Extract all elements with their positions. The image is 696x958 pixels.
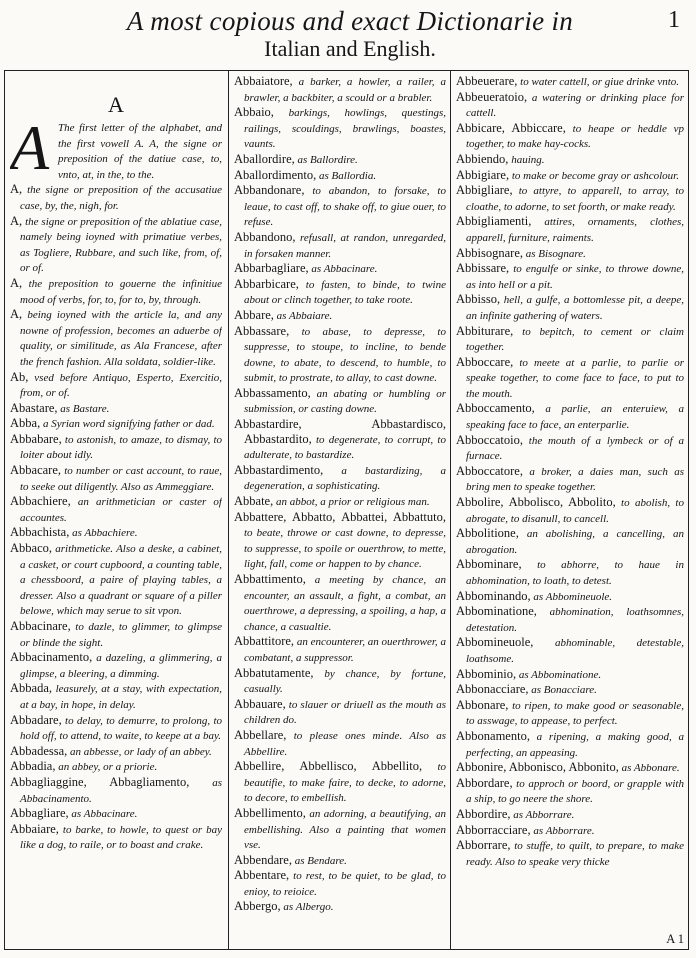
dictionary-entry: [234, 806, 446, 853]
entry-definition: to beautifie, to make faire, to decke, to adorne, to decore, to embellish.: [244, 761, 446, 805]
entry-definition: as Bisognare.: [523, 247, 586, 260]
entry-headword: Abbadia,: [10, 759, 56, 774]
entry-definition: a Syrian word signifying father or dad.: [40, 418, 215, 431]
entry-definition: to approch or boord, or grapple with a ship, to go neere the shore.: [466, 777, 684, 806]
entry-headword: Abboccamento,: [456, 401, 535, 416]
entry-definition: as Abbaiare.: [273, 309, 333, 322]
entry-headword: A,: [10, 307, 23, 322]
entry-definition: a watering or drinking place for cattell.: [466, 91, 684, 120]
entry-headword: Abbigliare,: [456, 183, 513, 198]
dictionary-entry: [10, 759, 222, 775]
dictionary-entry: [234, 697, 446, 728]
dictionary-entry: [234, 168, 446, 184]
entry-headword: Abbatutamente,: [234, 665, 314, 680]
entry-headword: Abbonamento,: [456, 728, 530, 743]
entry-headword: Abbassamento,: [234, 385, 311, 400]
dictionary-entry: [456, 433, 684, 464]
entry-definition: to stuffe, to quilt, to prepare, to make ready. Also to speake very thicke: [466, 840, 684, 868]
entry-definition: as Bastare.: [57, 402, 110, 415]
dictionary-entry: [456, 557, 684, 588]
dictionary-entry: [10, 432, 222, 463]
entry-headword: Aballordimento,: [234, 167, 317, 182]
dictionary-entry: [10, 525, 222, 541]
entry-headword: Abbominatione,: [456, 604, 537, 619]
entry-headword: Abbolire, Abbolisco, Abbolito,: [456, 495, 616, 510]
entry-definition: to delay, to demurre, to prolong, to hold off, to attend, to waite, to keepe at a bay.: [20, 714, 222, 743]
dictionary-entry: [234, 463, 446, 494]
entry-definition: being ioyned with the article la, and any nowne of profession, becomes an aduerbe of quality, or similitude, as Ala Francese, after the french fashion. Alla soldata, soldier-like.: [20, 309, 222, 368]
entry-headword: Abbominare,: [456, 557, 522, 572]
entry-definition: to astonish, to amaze, to dismay, to loiter about idly.: [20, 433, 222, 462]
dictionary-entry: [234, 74, 446, 105]
entry-definition: to meete at a parlie, to parlie or speake together, to come face to face, to put to the mouth.: [466, 356, 684, 400]
dictionary-entry: [456, 776, 684, 807]
dictionary-entry: [10, 276, 222, 307]
entry-headword: Abbandono,: [234, 229, 296, 244]
dictionary-entry: [456, 635, 684, 666]
entry-headword: Abbisso,: [456, 292, 501, 307]
entry-headword: Abbacinare,: [10, 619, 71, 633]
dictionary-entry: [234, 853, 446, 869]
entry-headword: Abbolitione,: [456, 526, 519, 541]
entry-definition: to please ones minde. Also as Abbellire.: [244, 729, 446, 758]
entry-headword: Abastare,: [10, 400, 58, 415]
entry-headword: Abbabare,: [10, 431, 62, 446]
dictionary-entry: [234, 634, 446, 665]
entry-headword: Abbellire, Abbellisco, Abbellito,: [234, 759, 423, 774]
entry-definition: a parlie, an enteruiew, a speaking face to face, an enterparlie.: [466, 403, 684, 432]
entry-headword: Abbeueratoio,: [456, 89, 528, 104]
entry-definition: to heape or heddle vp together, to make hay-cocks.: [466, 122, 684, 151]
dictionary-entry: [10, 650, 222, 681]
entry-list: [10, 182, 222, 853]
entry-definition: an abating or humbling or submission, or casting downe.: [244, 387, 446, 416]
entry-headword: Abbacinamento,: [10, 650, 93, 665]
entry-headword: Abbastardire, Abbastardisco, Abbastardito,: [234, 417, 446, 446]
dictionary-entry: [234, 261, 446, 277]
dictionary-entry: [456, 464, 684, 495]
dictionary-entry: [456, 698, 684, 729]
entry-headword: Abbattimento,: [234, 572, 306, 586]
entry-definition: to abhorre, to haue in abhomination, to loath, to detest.: [466, 559, 684, 587]
entry-headword: Abbeuerare,: [456, 74, 518, 88]
entry-headword: Abbendare,: [234, 852, 292, 867]
first-entry: [10, 112, 222, 183]
dictionary-entry: [10, 822, 222, 853]
dictionary-entry: [234, 183, 446, 230]
entry-definition: by chance, by fortune, casually.: [244, 667, 446, 696]
dictionary-entry: [234, 308, 446, 324]
entry-definition: as Ballordia.: [316, 169, 377, 182]
entry-definition: as Abbominatione.: [516, 668, 602, 681]
first-entry-text: The first letter of the alphabet, and the first vowell A. A, the signe or preposition of the datiue case, to, vnto, at, in the, to the.: [58, 122, 222, 181]
entry-definition: a dazeling, a glimmering, a glimpse, a bleering, a dimming.: [20, 652, 222, 680]
entry-definition: as Abborrare.: [510, 808, 575, 821]
entry-definition: as Abbacinamento.: [20, 776, 222, 805]
dictionary-entry: [456, 604, 684, 635]
entry-headword: Abbattere, Abbatto, Abbattei, Abbattuto,: [234, 509, 446, 524]
entry-definition: to engulfe or sinke, to throwe downe, as into hell or a pit.: [466, 263, 684, 291]
entry-headword: Abbordire,: [456, 806, 511, 821]
entry-definition: an abbesse, or lady of an abbey.: [67, 745, 212, 758]
entry-headword: Abbadare,: [10, 712, 62, 727]
entry-definition: as Abbomineuole.: [530, 590, 613, 603]
entry-definition: a ripening, a making good, a perfecting, an appeasing.: [466, 730, 684, 759]
dictionary-entry: [456, 667, 684, 683]
dictionary-entry: [456, 401, 684, 432]
signature-mark: A 1: [666, 932, 684, 946]
dictionary-entry: [456, 214, 684, 245]
entry-headword: Abbaco,: [10, 541, 52, 556]
dictionary-entry: [456, 246, 684, 262]
dictionary-entry: [456, 682, 684, 698]
dictionary-entry: [234, 868, 446, 899]
dictionary-entry: [456, 74, 684, 90]
entry-headword: A,: [10, 213, 23, 228]
entry-definition: an abbey, or a priorie.: [55, 761, 158, 774]
entry-definition: an adorning, a beautifying, an embellishing. Also a painting that women vse.: [244, 807, 446, 852]
entry-definition: as Abbonare.: [618, 762, 680, 775]
footer: [456, 932, 684, 948]
dictionary-entry: [234, 494, 446, 510]
column-rule-2: [450, 70, 451, 950]
entry-definition: hauing.: [508, 153, 545, 166]
entry-headword: Abbate,: [234, 494, 274, 509]
entry-definition: the signe or preposition of the accusatiue case, by, the, nigh, for.: [20, 184, 222, 212]
entry-headword: Abbonire, Abbonisco, Abbonito,: [456, 760, 619, 775]
dictionary-entry: [10, 401, 222, 417]
dictionary-entry: [10, 463, 222, 494]
dictionary-entry: [234, 572, 446, 634]
entry-headword: Abborracciare,: [456, 822, 531, 837]
entry-definition: leasurely, at a stay, with expectation, at a bay, in hope, in delay.: [20, 683, 222, 711]
entry-definition: to ripen, to make good or seasonable, to asswage, to appease, to perfect.: [466, 699, 684, 728]
entry-definition: as Bendare.: [291, 854, 347, 867]
entry-definition: as Abborrare.: [530, 824, 595, 837]
dictionary-entry: [456, 152, 684, 168]
dictionary-entry: [234, 759, 446, 806]
entry-headword: A,: [10, 275, 23, 290]
dictionary-entry: [10, 416, 222, 432]
entry-headword: Abbachista,: [10, 525, 70, 540]
entry-headword: Abba,: [10, 416, 41, 431]
entry-definition: to bepitch, to cement or claim together.: [466, 325, 684, 354]
entry-definition: vsed before Antiquo, Esperto, Exercitio, from, or of.: [20, 371, 222, 400]
entry-definition: to abandon, to forsake, to leaue, to cast off, to shake off, to giue ouer, to refuse.: [244, 185, 446, 229]
dictionary-entry: [234, 386, 446, 417]
entry-headword: Abbauare,: [234, 696, 286, 711]
entry-definition: an abbot, a prior or religious man.: [273, 496, 430, 509]
entry-headword: Abbicare, Abbiccare,: [456, 120, 566, 135]
column-rule-1: [228, 70, 229, 950]
entry-headword: Abbergo,: [234, 899, 281, 914]
entry-definition: hell, a gulfe, a bottomlesse pit, a deepe, an infinite gathering of waters.: [466, 294, 684, 322]
dictionary-entry: [10, 806, 222, 822]
entry-definition: a bastardizing, a degeneration, a sophisticating.: [244, 464, 446, 493]
letter-heading: A: [108, 92, 124, 117]
entry-headword: Abbarbicare,: [234, 276, 299, 291]
dictionary-entry: [10, 744, 222, 760]
entry-definition: as Bonacciare.: [528, 684, 597, 697]
entry-headword: Abbellare,: [234, 727, 287, 742]
entry-headword: Abbagliaggine, Abbagliamento,: [10, 774, 190, 789]
dictionary-entry: [234, 417, 446, 463]
entry-definition: to number or cast account, to raue, to seeke out diligently. Also as Ammeggiare.: [20, 465, 222, 493]
dictionary-entry: [456, 589, 684, 605]
page-header: [0, 0, 696, 70]
entry-headword: Abbaiare,: [10, 821, 59, 836]
dictionary-entry: [234, 324, 446, 386]
entry-headword: Abbonare,: [456, 697, 509, 712]
entry-definition: an arithmetician or caster of accountes.: [20, 496, 222, 524]
dictionary-entry: [456, 324, 684, 355]
entry-definition: the mouth of a lymbeck or of a furnace.: [466, 434, 684, 463]
dictionary-entry: [456, 495, 684, 526]
entry-definition: to dazle, to glimmer, to glimpse or blinde the sight.: [20, 621, 222, 649]
entry-definition: as Ballordire.: [294, 153, 358, 166]
entry-definition: refusall, at randon, unregarded, in forsaken manner.: [244, 231, 446, 260]
dictionary-entry: [456, 807, 684, 823]
dictionary-entry: [10, 541, 222, 619]
dictionary-entry: [234, 899, 446, 915]
title-line-2: Italian and English.: [264, 36, 436, 61]
dictionary-entry: [234, 230, 446, 261]
entry-headword: Abbada,: [10, 681, 52, 696]
column-3: [456, 74, 684, 948]
entry-headword: Abbiendo,: [456, 151, 509, 166]
entry-definition: to attyre, to apparell, to array, to cloathe, to adorne, to set foorth, or make ready.: [466, 185, 684, 213]
entry-headword: Abbordare,: [456, 775, 513, 790]
entry-headword: Abbigliamenti,: [456, 214, 532, 229]
header-rule: [4, 70, 688, 71]
entry-headword: Abbastardimento,: [234, 462, 324, 477]
entry-definition: to water cattell, or giue drinke vnto.: [517, 76, 680, 88]
entry-headword: Abbominio,: [456, 666, 517, 681]
entry-definition: as Abbacinare.: [308, 263, 378, 276]
dictionary-entry: [456, 355, 684, 402]
entry-headword: Abbissare,: [456, 261, 510, 276]
entry-headword: Abbandonare,: [234, 183, 305, 198]
dictionary-entry: [10, 307, 222, 369]
entry-definition: arithmeticke. Also a deske, a cabinet, a casket, or court cupboord, a counting table, a chessboord, a paire of playing tables, a dresser. Also a quadrant or square of a piller belowe, which may serue to sit vpon.: [20, 543, 222, 618]
dictionary-entry: [10, 619, 222, 650]
entry-headword: Abbacare,: [10, 463, 62, 478]
column-1: [10, 74, 222, 948]
dictionary-entry: [456, 168, 684, 184]
entry-list: [234, 74, 446, 915]
entry-definition: as Albergo.: [280, 901, 334, 914]
entry-headword: Abbare,: [234, 307, 274, 322]
entry-definition: to degenerate, to corrupt, to adulterate, to bastardize.: [244, 433, 446, 462]
entry-definition: to rest, to be quiet, to be glad, to enioy, to reioice.: [244, 870, 446, 898]
dictionary-entry: [456, 526, 684, 557]
entry-headword: Abbigiare,: [456, 167, 510, 182]
entry-definition: barkings, howlings, questings, railings, scouldings, brawlings, boastes, vaunts.: [244, 107, 446, 151]
dictionary-entry: [10, 182, 222, 213]
entry-definition: to beate, throwe or cast downe, to depresse, to suppresse, to spoile or ouerthrow, to mette, light, fall, come or happen to by chance.: [244, 527, 446, 571]
drop-cap: A: [10, 112, 50, 183]
entry-definition: to abolish, to abrogate, to disanull, to cancell.: [466, 497, 684, 525]
entry-headword: A,: [10, 182, 23, 197]
entry-headword: Abbaio,: [234, 105, 274, 120]
entry-headword: Abbellimento,: [234, 805, 306, 820]
entry-headword: Abbadessa,: [10, 743, 68, 758]
dictionary-entry: [10, 775, 222, 806]
entry-definition: attires, ornaments, clothes, apparell, furniture, raiments.: [466, 216, 684, 244]
dictionary-entry: [234, 105, 446, 152]
entry-definition: an abolishing, a cancelling, an abrogation.: [466, 528, 684, 556]
title-line-1: A most copious and exact Dictionarie in: [126, 6, 574, 36]
dictionary-entry: [234, 728, 446, 759]
entry-headword: Abbachiere,: [10, 494, 71, 509]
dictionary-entry: [10, 681, 222, 712]
entry-headword: Abbomineuole,: [456, 635, 534, 650]
footer-rule: [4, 949, 688, 950]
entry-definition: abhomination, loathsomnes, detestation.: [466, 606, 684, 634]
dictionary-entry: [10, 370, 222, 401]
dictionary-entry: [456, 292, 684, 323]
entry-headword: Abboccatore,: [456, 463, 523, 478]
entry-definition: an encounterer, an ouerthrower, a combatant, a suppressor.: [244, 636, 446, 664]
entry-definition: a barker, a howler, a railer, a brawler, a backbiter, a scould or a brabler.: [244, 76, 446, 104]
entry-headword: Abbassare,: [234, 323, 290, 338]
dictionary-entry: [456, 760, 684, 776]
entry-headword: Abbagliare,: [10, 806, 69, 821]
entry-headword: Abbarbagliare,: [234, 261, 309, 276]
dictionary-entry: [10, 214, 222, 276]
entry-definition: abhominable, detestable, loathsome.: [466, 637, 684, 665]
entry-definition: as Abbacinare.: [68, 808, 138, 821]
dictionary-entry: [456, 183, 684, 214]
dictionary-entry: [10, 713, 222, 744]
entry-definition: the preposition to gouerne the infinitiue mood of verbs, for, to, for to, by, through.: [20, 277, 222, 306]
entry-definition: a meeting by chance, an encounter, an assault, a fight, a combat, an ouerthrowe, a depressing, a spoiling, a hap, a chance, a casualtie.: [244, 574, 446, 633]
entry-definition: to barke, to howle, to quest or bay like a dog, to raile, or to boast and crake.: [20, 823, 222, 852]
entry-definition: the signe or preposition of the ablatiue case, namely being ioyned with primatiue verbes, as Togliere, Rubbare, and such like, from, of, or of.: [20, 215, 222, 275]
column-rule-left: [4, 70, 5, 950]
column-rule-right: [688, 70, 689, 950]
entry-headword: Abbaiatore,: [234, 74, 293, 88]
entry-list: [456, 74, 684, 869]
entry-definition: to slauer or driuell as the mouth as children do.: [244, 698, 446, 727]
dictionary-entry: [234, 666, 446, 697]
dictionary-entry: [234, 510, 446, 572]
dictionary-entry: [10, 494, 222, 525]
entry-headword: Abboccatoio,: [456, 432, 523, 447]
dictionary-entry: [456, 121, 684, 152]
entry-headword: Abbisognare,: [456, 245, 523, 260]
dictionary-entry: [456, 261, 684, 292]
entry-headword: Abbattitore,: [234, 634, 295, 649]
entry-headword: Abbentare,: [234, 868, 290, 883]
entry-definition: to fasten, to binde, to twine about or clinch together, to take roote.: [244, 278, 446, 307]
dictionary-entry: [456, 823, 684, 839]
entry-definition: as Abbachiere.: [69, 527, 138, 540]
entry-headword: Abborrare,: [456, 838, 511, 853]
entry-headword: Abboccare,: [456, 354, 514, 369]
page-number: 1: [668, 7, 680, 33]
entry-headword: Abbonacciare,: [456, 682, 529, 697]
entry-definition: to abase, to depresse, to suppresse, to stoupe, to incline, to bende downe, to abate, to descend, to humble, to submit, to prostrate, to allay, to cast downe.: [244, 325, 446, 385]
dictionary-entry: [234, 152, 446, 168]
entry-headword: Abbominando,: [456, 588, 531, 603]
entry-definition: to make or become gray or ashcolour.: [509, 169, 679, 182]
dictionary-entry: [456, 90, 684, 121]
dictionary-entry: [456, 838, 684, 869]
dictionary-entry: [234, 277, 446, 308]
entry-headword: Abbiturare,: [456, 323, 514, 338]
dictionary-entry: [456, 729, 684, 760]
entry-definition: a broker, a daies man, such as bring men to speake together.: [466, 465, 684, 494]
column-2: [234, 74, 446, 948]
entry-headword: Ab,: [10, 369, 29, 384]
entry-headword: Aballordire,: [234, 151, 295, 166]
